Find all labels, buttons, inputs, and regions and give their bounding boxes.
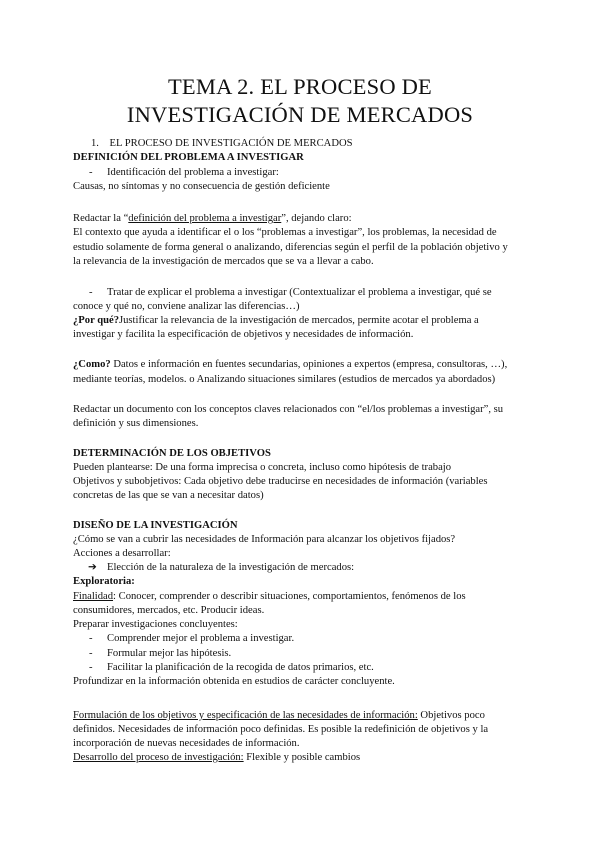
contexto-line-1: El contexto que ayuda a identificar el o los “problemas a investigar”, los problemas, la necesidad de [73,227,497,238]
como-label: ¿Como? [73,359,111,370]
desarrollo-text: Flexible y posible cambios [243,752,361,763]
section-1-heading [91,137,561,150]
como-text: Datos e información en fuentes secundarias, opiniones a expertos (empresa, consultoras, …), [110,359,508,370]
objetivos-line-2: Objetivos y subobjetivos: Cada objetivo debe traducirse en necesidades de información (variables [73,476,488,487]
title-line-2: INVESTIGACIÓN DE MERCADOS [126,102,474,127]
finalidad-line-2: consumidores, mercados, etc. Producir ideas. [73,605,265,616]
section-number: 1. [91,138,99,149]
redactar-pre: Redactar la “ [73,213,129,224]
porque-text: Justificar la relevancia de la investigación de mercados, permite acotar el problema a [119,315,479,326]
diseno-heading: DISEÑO DE LA INVESTIGACIÓN [73,520,238,531]
contexto-line-2: estudio solamente de forma general o analizando, diferencias según el perfil de la población objetivo y [73,242,508,253]
dash-marker: - [89,662,93,673]
redactar-line [73,212,543,225]
profundizar-line: Profundizar en la información obtenida en estudios de carácter concluyente. [73,676,395,687]
porque-line-1 [73,314,543,327]
redactar-underlined: definición del problema a investigar [128,213,282,224]
arrow-item: Elección de la naturaleza de la investigación de mercados: [107,562,355,573]
desarrollo-label: Desarrollo del proceso de investigación: [73,752,244,763]
contexto-line-3: la relevancia de la investigación de mercados que se va a llevar a cabo. [73,256,374,267]
definicion-heading: DEFINICIÓN DEL PROBLEMA A INVESTIGAR [73,152,304,163]
dash-marker: - [89,167,93,178]
dash-marker: - [89,633,93,644]
dash-marker: - [89,287,93,298]
porque-line-2: investigar y facilita la especificación de objetivos y necesidades de información. [73,329,414,340]
list-item: Comprender mejor el problema a investigar. [107,633,295,644]
tratar-line-1: Tratar de explicar el problema a investigar (Contextualizar el problema a investigar, qué se [107,287,492,298]
formulacion-text: Objetivos poco [417,710,485,721]
desarrollo-line [73,751,543,764]
definicion-bullet-1: Identificación del problema a investigar: [107,167,279,178]
objetivos-heading: DETERMINACIÓN DE LOS OBJETIVOS [73,448,271,459]
formulacion-line-3: incorporación de nuevas necesidades de información. [73,738,300,749]
como-line-1 [73,358,543,371]
objetivos-line-3: concretas de las que se van a necesitar datos) [73,490,264,501]
documento-line-1: Redactar un documento con los conceptos claves relacionados con “el/los problemas a investigar”, su [73,404,504,415]
formulacion-line-2: definidos. Necesidades de información poco definidas. Es posible la redefinición de objetivos y la [73,724,489,735]
diseno-line-2: Acciones a desarrollar: [73,548,171,559]
finalidad-text: : Conocer, comprender o describir situaciones, comportamientos, fenómenos de los [113,591,466,602]
como-line-2: mediante teorías, modelos. o Analizando situaciones similares (estudios de mercados ya abordados) [73,374,496,385]
formulacion-label: Formulación de los objetivos y especificación de las necesidades de información: [73,710,418,721]
dash-marker: - [89,648,93,659]
redactar-post: ”, dejando claro: [281,213,352,224]
causas-text: Causas, no síntomas y no consecuencia de gestión deficiente [73,181,330,192]
documento-line-2: definición y sus dimensiones. [73,418,199,429]
title-line-1: TEMA 2. EL PROCESO DE [167,74,432,99]
porque-label: ¿Por qué? [73,315,120,326]
diseno-line-1: ¿Cómo se van a cubrir las necesidades de Información para alcanzar los objetivos fijados? [73,534,456,545]
preparar-line: Preparar investigaciones concluyentes: [73,619,238,630]
exploratoria-label: Exploratoria: [73,576,135,587]
objetivos-line-1: Pueden plantearse: De una forma imprecisa o concreta, incluso como hipótesis de trabajo [73,462,452,473]
finalidad-line-1 [73,590,543,603]
tratar-line-2: conoce y qué no, conviene analizar las diferencias…) [73,301,300,312]
list-item: Facilitar la planificación de la recogida de datos primarios, etc. [107,662,374,673]
formulacion-line-1 [73,709,543,722]
section-title: EL PROCESO DE INVESTIGACIÓN DE MERCADOS [109,138,353,149]
finalidad-label: Finalidad [73,591,114,602]
arrow-icon: ➔ [88,562,97,573]
list-item: Formular mejor las hipótesis. [107,648,232,659]
